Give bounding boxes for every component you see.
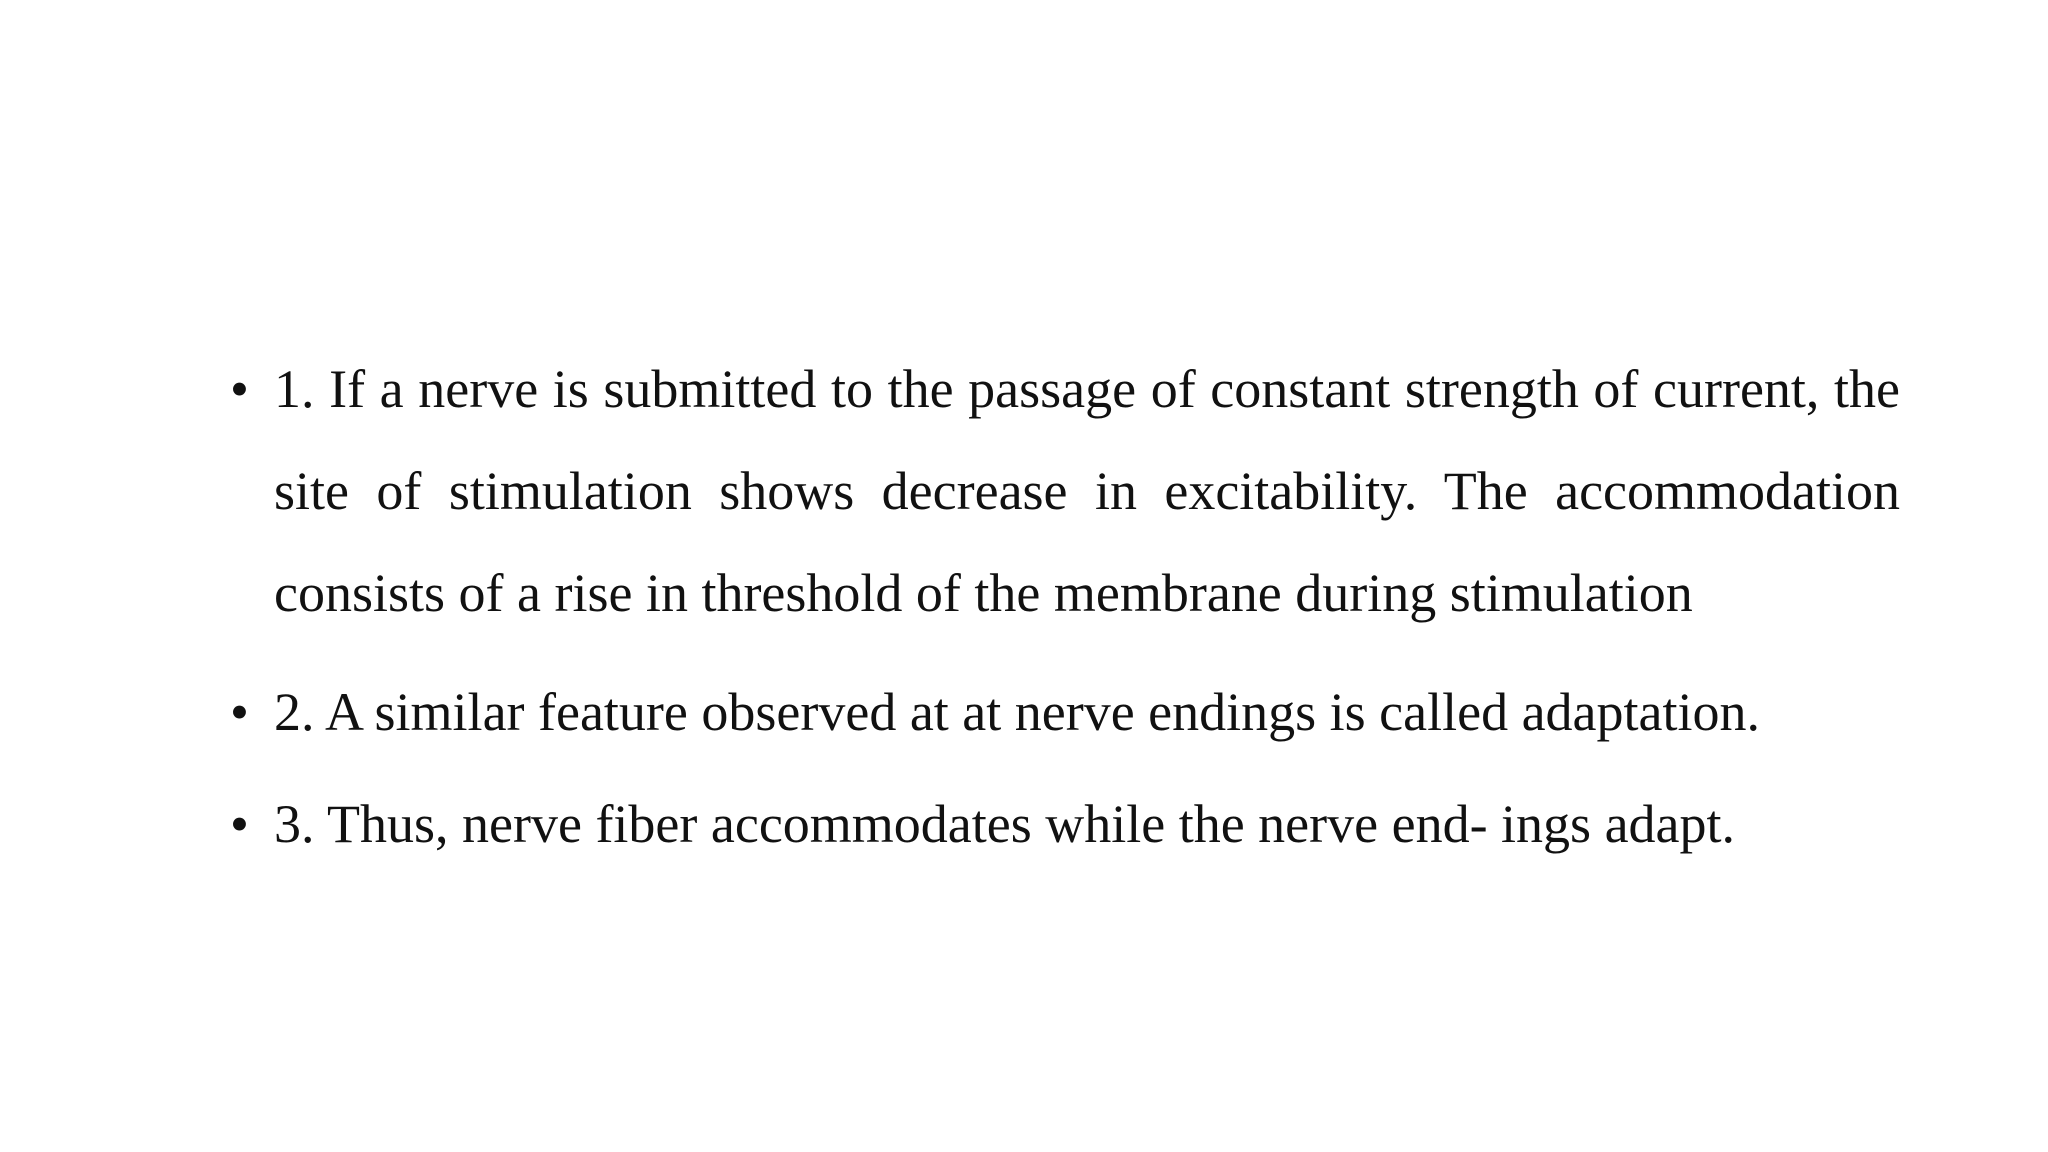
bullet-text: 2. A similar feature observed at at nerve endings is called adaptation. xyxy=(274,682,1761,742)
bullet-marker: • xyxy=(230,682,249,742)
bullet-list xyxy=(230,338,1900,868)
bullet-text: 3. Thus, nerve fiber accommodates while the nerve end- ings adapt. xyxy=(274,794,1736,854)
bullet-marker: • xyxy=(230,794,249,854)
bullet-item-1 xyxy=(230,338,1900,644)
bullet-marker: • xyxy=(230,359,249,419)
bullet-item-3 xyxy=(230,780,1900,868)
bullet-item-2 xyxy=(230,668,1900,756)
bullet-text: 1. If a nerve is submitted to the passage of constant strength of current, the site of stimulation shows decrease in excitability. The accommodation consists of a rise in threshold of the membrane during stimulation xyxy=(274,359,1900,623)
